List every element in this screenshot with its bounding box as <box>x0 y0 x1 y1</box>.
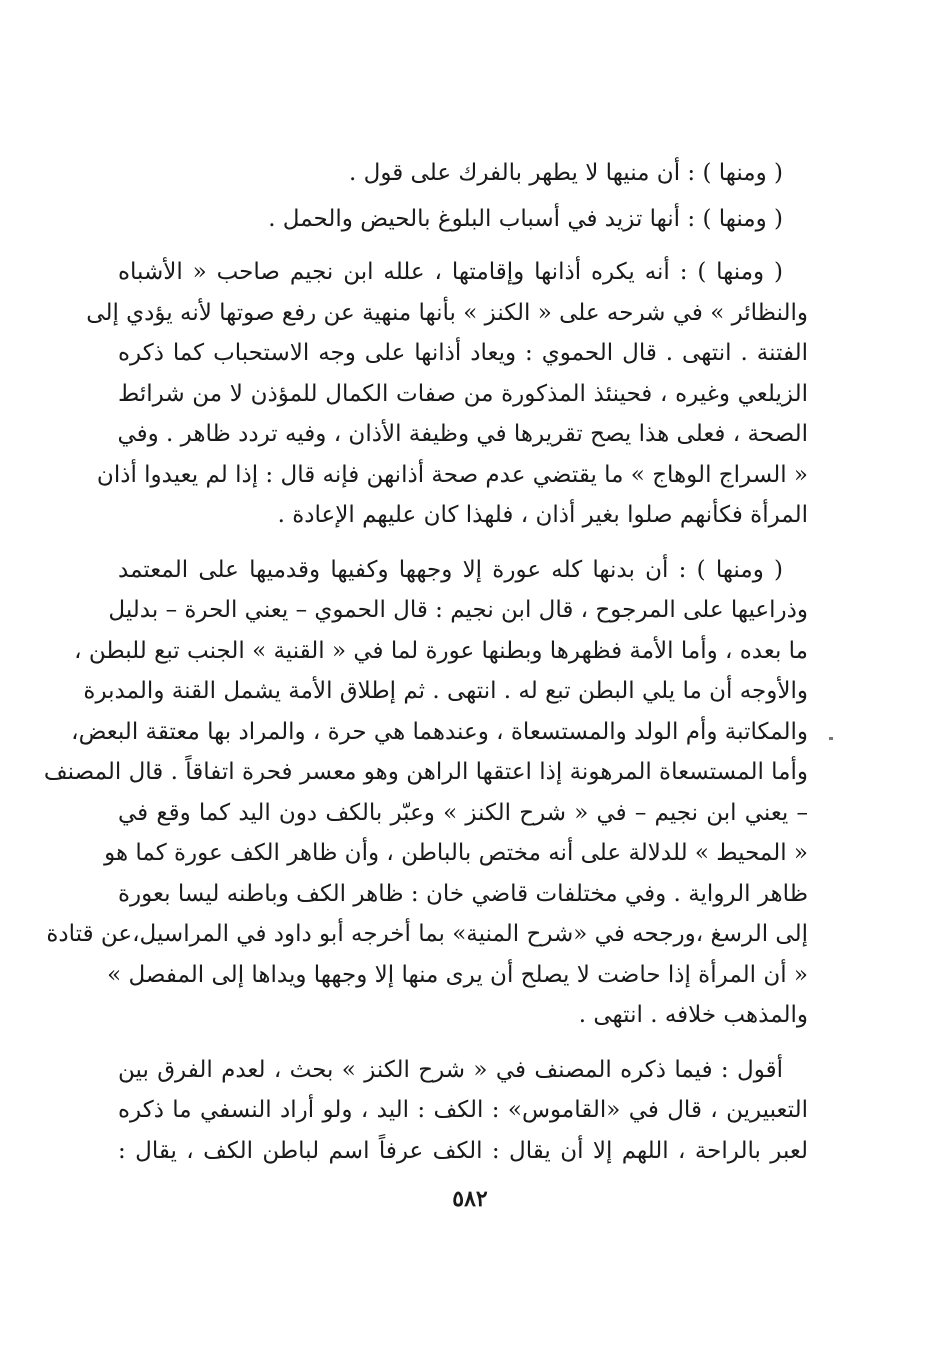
text-line: « السراج الوهاج » ما يقتضي عدم صحة أذانهن فإنه قال : إذا لم يعيدوا أذان <box>96 461 808 488</box>
text-line: التعبيرين ، قال في «القاموس» : الكف : اليد ، ولو أراد النسفي ما ذكره <box>118 1097 808 1123</box>
text-line: « المحيط » للدلالة على أنه مختص بالباطن ، وأن ظاهر الكف عورة كما هو <box>104 840 808 866</box>
paragraph-5 <box>118 1050 808 1172</box>
text-line: أقول : فيما ذكره المصنف في « شرح الكنز » بحث ، لعدم الفرق بين <box>118 1056 783 1083</box>
text-line: الزيلعي وغيره ، فحينئذ المذكورة من صفات الكمال للمؤذن لا من شرائط <box>118 380 808 407</box>
paragraph-1 <box>118 150 808 196</box>
text-line: – يعني ابن نجيم – في « شرح الكنز » وعبّر بالكف دون اليد كما وقع في <box>118 799 808 826</box>
text-line: لعبر بالراحة ، اللهم إلا أن يقال : الكف عرفاً اسم لباطن الكف ، يقال : <box>118 1137 808 1164</box>
text-line: والمكاتبة وأم الولد والمستسعاة ، وعندهما هي حرة ، والمراد بها معتقة البعض، <box>71 718 808 745</box>
text-line: ( ومنها ) : أنه يكره أذانها وإقامتها ، علله ابن نجيم صاحب « الأشباه <box>118 259 783 285</box>
page-number: ٥٨٢ <box>452 1186 488 1212</box>
text-line: والمذهب خلافه . انتهى . <box>578 1002 808 1028</box>
page-body <box>43 150 808 1171</box>
text-line: « أن المرأة إذا حاضت لا يصلح أن يرى منها إلا وجهها ويداها إلى المفصل » <box>107 961 808 988</box>
text-line: والأوجه أن ما يلي البطن تبع له . انتهى . ثم إطلاق الأمة يشمل القنة والمدبرة <box>83 678 808 704</box>
paragraph-4 <box>43 550 808 1036</box>
text-line: الصحة ، فعلى هذا يصح تقريرها في وظيفة الأذان ، وفيه تردد ظاهر . وفي <box>117 421 808 447</box>
text-line: وذراعيها على المرجوح ، قال ابن نجيم : قال الحموي – يعني الحرة – بدليل <box>108 597 808 623</box>
paragraph-3 <box>86 252 808 536</box>
text-line: ( ومنها ) : أن بدنها كله عورة إلا وجهها وكفيها وقدميها على المعتمد <box>118 556 783 583</box>
text-line: ظاهر الرواية . وفي مختلفات قاضي خان : ظاهر الكف وباطنه ليسا بعورة <box>118 880 808 907</box>
text-line: وأما المستسعاة المرهونة إذا اعتقها الراهن وهو معسر فحرة اتفاقاً . قال المصنف <box>43 759 808 785</box>
text-line: المرأة فكأنهم صلوا بغير أذان ، فلهذا كان عليهم الإعادة . <box>277 502 808 528</box>
text-line: والنظائر » في شرحه على « الكنز » بأنها منهية عن رفع صوتها لأنه يؤدي إلى <box>86 299 808 326</box>
margin-speck <box>829 737 833 740</box>
paragraph-2 <box>118 196 808 242</box>
text-line: الفتنة . انتهى . قال الحموي : ويعاد أذانها على وجه الاستحباب كما ذكره <box>118 340 808 366</box>
text-line: ( ومنها ) : أن منيها لا يطهر بالفرك على قول . <box>349 160 783 186</box>
text-line: إلى الرسغ ،ورجحه في «شرح المنية» بما أخرجه أبو داود في المراسيل،عن قتادة <box>46 921 808 947</box>
text-line: ما بعده ، وأما الأمة فظهرها وبطنها عورة لما في « القنية » الجنب تبع للبطن ، <box>74 637 808 664</box>
text-line: ( ومنها ) : أنها تزيد في أسباب البلوغ بالحيض والحمل . <box>268 206 783 232</box>
